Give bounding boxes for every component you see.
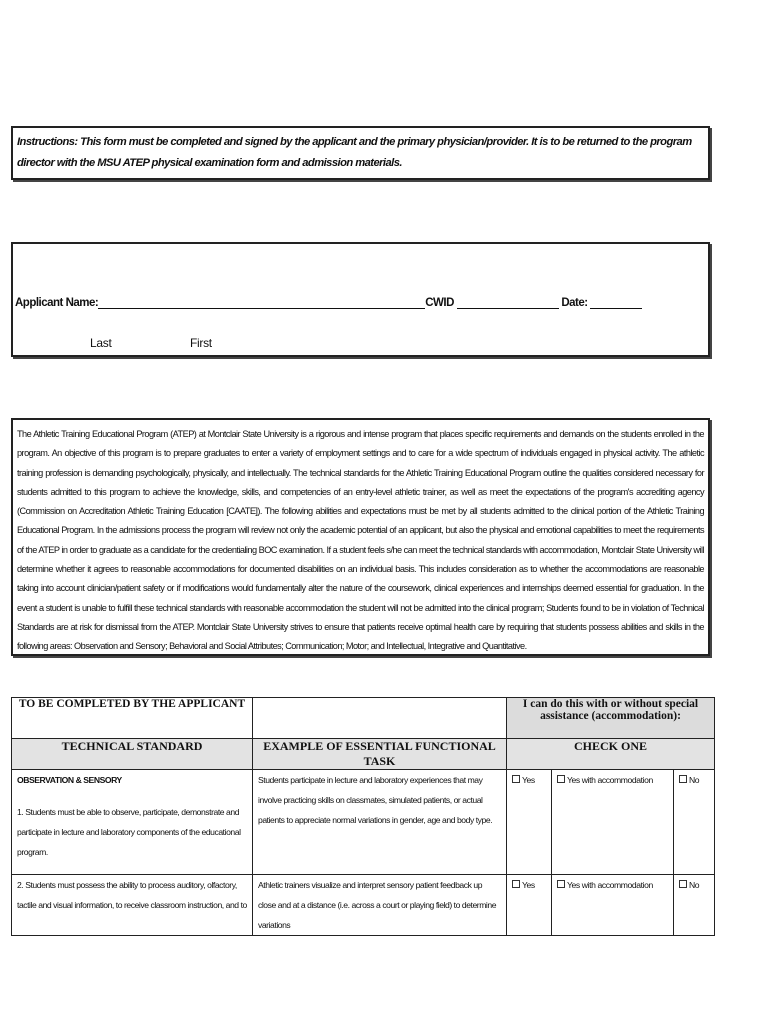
instructions-text: Instructions: This form must be completed and signed by the applicant and the primary physician/provider. It is to be returned to the program director with the MSU ATEP physical examination form and admission materials. (17, 136, 692, 169)
option-yes-label: Yes (522, 775, 535, 785)
applicant-name-label: Applicant Name: (15, 297, 99, 309)
checkbox-icon[interactable] (679, 880, 687, 888)
applicant-info-box (11, 242, 710, 357)
example-text: Athletic trainers visualize and interpret sensory patient feedback up close and at a distance (i.e. across a court or playing field) to determine variations (253, 875, 507, 936)
last-name-label: Last (90, 336, 112, 350)
checkbox-icon[interactable] (557, 775, 565, 783)
blank-header (253, 698, 507, 739)
table-header-row (12, 698, 715, 739)
option-yes[interactable] (507, 875, 552, 936)
column-header-row (12, 739, 715, 770)
applicant-header: TO BE COMPLETED BY THE APPLICANT (12, 698, 253, 739)
instructions-box (11, 126, 710, 180)
technical-standards-table (11, 697, 714, 936)
applicant-line (15, 296, 642, 309)
accommodation-header: I can do this with or without special assistance (accommodation): (507, 698, 715, 739)
option-yes[interactable] (507, 770, 552, 875)
table-row (12, 875, 715, 936)
option-yes-accommodation[interactable] (552, 770, 674, 875)
date-label: Date: (561, 297, 588, 309)
option-no-label: No (689, 880, 700, 890)
checkbox-icon[interactable] (512, 775, 520, 783)
checkbox-icon[interactable] (557, 880, 565, 888)
applicant-name-field[interactable] (98, 296, 425, 309)
col-technical-standard: TECHNICAL STANDARD (12, 739, 253, 770)
table-row (12, 770, 715, 875)
checkbox-icon[interactable] (512, 880, 520, 888)
option-no[interactable] (674, 875, 715, 936)
col-example-task: EXAMPLE OF ESSENTIAL FUNCTIONAL TASK (253, 739, 507, 770)
option-yes-accommodation-label: Yes with accommodation (567, 775, 653, 785)
checkbox-icon[interactable] (679, 775, 687, 783)
technical-standards-box (11, 418, 710, 656)
standard-text: 1. Students must be able to observe, participate, demonstrate and participate in lecture and laboratory components of the educational program. (17, 807, 241, 857)
col-check-one: CHECK ONE (507, 739, 715, 770)
option-yes-label: Yes (522, 880, 535, 890)
cwid-field[interactable] (457, 296, 559, 309)
option-no[interactable] (674, 770, 715, 875)
cwid-label: CWID (425, 297, 454, 309)
technical-standards-text: The Athletic Training Educational Program (ATEP) at Montclair State University is a rigorous and intense program that places specific requirements and demands on the students enrolled in the program. An objective of this program is to prepare graduates to enter a variety of employment settings and to care for a wide spectrum of individuals engaged in physical activity. The athletic training profession is demanding psychologically, physically, and intellectually. The technical standards for the Athletic Training Educational Program outline the qualities considered necessary for students admitted to this program to achieve the knowledge, skills, and competencies of an entry-level athletic trainer, as well as meet the expectations of the program's accrediting agency (Commission on Accreditation Athletic Training Education [CAATE]). The following abilities and expectations must be met by all students admitted to the clinical portion of the Athletic Training Educational Program. In the admissions process the program will review not only the academic potential of an applicant, but also the physical and emotional capabilities to meet the requirements of the ATEP in order to graduate as a candidate for the credentialing BOC examination. If a student feels s/he can meet the technical standards with accommodation, Montclair State University will determine whether it agrees to reasonable accommodations for documented disabilities on an individual basis. This includes consideration as to whether the accommodations are reasonable taking into account clinician/patient safety or if modifications would fundamentally alter the nature of the coursework, clinical experiences and internships deemed essential for graduation. In the event a student is unable to fulfill these technical standards with reasonable accommodation the student will not be admitted into the clinical program; Students found to be in violation of Technical Standards are at risk for dismissal from the ATEP. Montclair State University strives to ensure that patients receive optimal health care by requiring that students possess abilities and skills in the following areas: Observation and Sensory; Behavioral and Social Attributes; Communication; Motor; and Intellectual, Integrative and Quantitative. (17, 429, 704, 652)
date-field[interactable] (590, 296, 642, 309)
standard-cell (12, 875, 253, 936)
standard-cell (12, 770, 253, 875)
section-label: OBSERVATION & SENSORY (17, 775, 122, 785)
option-yes-accommodation[interactable] (552, 875, 674, 936)
standard-text: 2. Students must possess the ability to process auditory, olfactory, tactile and visual information, to receive classroom instruction, and to (17, 880, 247, 910)
option-no-label: No (689, 775, 700, 785)
example-text: Students participate in lecture and laboratory experiences that may involve practicing skills on classmates, simulated patients, or actual patients to appreciate normal variations in gender, age and body type. (253, 770, 507, 875)
first-name-label: First (190, 336, 212, 350)
option-yes-accommodation-label: Yes with accommodation (567, 880, 653, 890)
